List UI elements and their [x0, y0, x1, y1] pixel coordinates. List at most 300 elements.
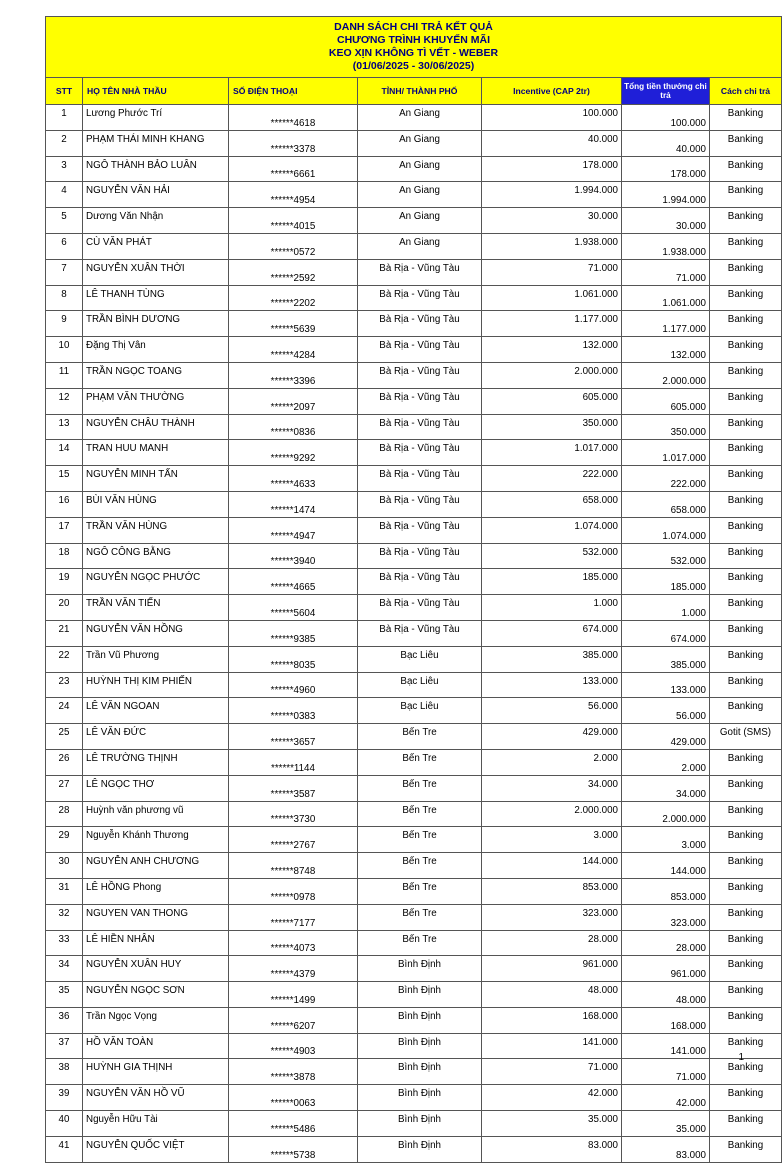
row-city: Bà Rịa - Vũng Tàu: [358, 595, 482, 621]
table-row: [46, 362, 782, 388]
table-row: [46, 311, 782, 337]
row-incentive: 28.000: [482, 930, 622, 956]
row-city: An Giang: [358, 130, 482, 156]
row-city: Bình Định: [358, 1111, 482, 1137]
row-incentive: 30.000: [482, 208, 622, 234]
row-name: Đặng Thị Vân: [83, 337, 229, 363]
row-name: Huỳnh văn phương vũ: [83, 801, 229, 827]
row-name: Lương Phước Trí: [83, 105, 229, 131]
row-incentive: 144.000: [482, 853, 622, 879]
row-total: 56.000: [622, 698, 710, 724]
row-total: 1.994.000: [622, 182, 710, 208]
row-city: Bà Rịa - Vũng Tàu: [358, 388, 482, 414]
row-phone: ******5738: [229, 1136, 358, 1162]
table-row: [46, 569, 782, 595]
row-stt: 16: [46, 491, 83, 517]
table-row: [46, 724, 782, 750]
row-stt: 37: [46, 1033, 83, 1059]
row-name: NGUYỄN CHÂU THÀNH: [83, 414, 229, 440]
row-method: Banking: [710, 595, 782, 621]
row-total: 1.000: [622, 595, 710, 621]
row-name: CÙ VĂN PHÁT: [83, 233, 229, 259]
row-phone: ******0836: [229, 414, 358, 440]
table-row: [46, 853, 782, 879]
row-method: Banking: [710, 982, 782, 1008]
payout-sheet: [45, 16, 772, 1163]
row-total: 71.000: [622, 1059, 710, 1085]
table-row: [46, 233, 782, 259]
row-phone: ******4960: [229, 672, 358, 698]
row-total: 144.000: [622, 853, 710, 879]
row-phone: ******4633: [229, 466, 358, 492]
row-name: NGÔ CÔNG BẰNG: [83, 543, 229, 569]
row-city: Bến Tre: [358, 930, 482, 956]
row-method: Banking: [710, 105, 782, 131]
row-name: NGUYEN VAN THONG: [83, 904, 229, 930]
row-incentive: 133.000: [482, 672, 622, 698]
row-total: 35.000: [622, 1111, 710, 1137]
row-name: LÊ HIỀN NHÂN: [83, 930, 229, 956]
row-total: 853.000: [622, 878, 710, 904]
row-total: 1.938.000: [622, 233, 710, 259]
row-incentive: 2.000.000: [482, 362, 622, 388]
row-incentive: 323.000: [482, 904, 622, 930]
row-phone: ******6207: [229, 1007, 358, 1033]
row-incentive: 1.000: [482, 595, 622, 621]
row-name: TRẦN VĂN TIẾN: [83, 595, 229, 621]
row-method: Banking: [710, 956, 782, 982]
table-row: [46, 620, 782, 646]
row-city: Bình Định: [358, 1136, 482, 1162]
row-city: Bến Tre: [358, 878, 482, 904]
table-row: [46, 543, 782, 569]
row-name: TRẦN NGỌC TOANG: [83, 362, 229, 388]
row-phone: ******4618: [229, 105, 358, 131]
row-incentive: 34.000: [482, 775, 622, 801]
row-total: 168.000: [622, 1007, 710, 1033]
row-incentive: 1.061.000: [482, 285, 622, 311]
row-name: LÊ VĂN NGOAN: [83, 698, 229, 724]
row-name: NGUYỄN VĂN HẢI: [83, 182, 229, 208]
row-stt: 19: [46, 569, 83, 595]
row-incentive: 605.000: [482, 388, 622, 414]
row-incentive: 100.000: [482, 105, 622, 131]
row-stt: 6: [46, 233, 83, 259]
row-city: An Giang: [358, 208, 482, 234]
row-city: Bà Rịa - Vũng Tàu: [358, 414, 482, 440]
row-stt: 10: [46, 337, 83, 363]
table-row: [46, 801, 782, 827]
row-total: 178.000: [622, 156, 710, 182]
row-phone: ******0572: [229, 233, 358, 259]
title-line-1: DANH SÁCH CHI TRẢ KẾT QUẢ: [334, 21, 493, 33]
row-incentive: 658.000: [482, 491, 622, 517]
table-row: [46, 775, 782, 801]
column-header-row: [46, 78, 782, 105]
row-method: Banking: [710, 208, 782, 234]
row-method: Gotit (SMS): [710, 724, 782, 750]
row-city: An Giang: [358, 182, 482, 208]
row-name: NGUYỄN XUÂN HUY: [83, 956, 229, 982]
row-stt: 25: [46, 724, 83, 750]
row-city: Bà Rịa - Vũng Tàu: [358, 491, 482, 517]
row-phone: ******4015: [229, 208, 358, 234]
header-incentive: Incentive (CAP 2tr): [482, 78, 622, 105]
row-name: NGUYỄN QUỐC VIỆT: [83, 1136, 229, 1162]
row-name: Trần Vũ Phương: [83, 646, 229, 672]
table-row: [46, 105, 782, 131]
row-total: 1.177.000: [622, 311, 710, 337]
table-row: [46, 517, 782, 543]
row-city: An Giang: [358, 156, 482, 182]
row-city: Bạc Liêu: [358, 646, 482, 672]
row-name: HUỲNH GIA THỊNH: [83, 1059, 229, 1085]
row-stt: 4: [46, 182, 83, 208]
row-name: NGUYỄN NGỌC SƠN: [83, 982, 229, 1008]
row-city: Bà Rịa - Vũng Tàu: [358, 311, 482, 337]
row-city: Bạc Liêu: [358, 698, 482, 724]
row-stt: 11: [46, 362, 83, 388]
row-city: Bến Tre: [358, 775, 482, 801]
row-method: Banking: [710, 904, 782, 930]
table-row: [46, 1033, 782, 1059]
row-city: Bến Tre: [358, 904, 482, 930]
row-name: NGUYỄN VĂN HỒ VŨ: [83, 1085, 229, 1111]
row-method: Banking: [710, 440, 782, 466]
row-method: Banking: [710, 1085, 782, 1111]
row-incentive: 1.938.000: [482, 233, 622, 259]
row-city: Bà Rịa - Vũng Tàu: [358, 440, 482, 466]
row-stt: 8: [46, 285, 83, 311]
row-method: Banking: [710, 182, 782, 208]
row-method: Banking: [710, 646, 782, 672]
row-phone: ******1474: [229, 491, 358, 517]
row-incentive: 178.000: [482, 156, 622, 182]
row-method: Banking: [710, 620, 782, 646]
row-method: Banking: [710, 827, 782, 853]
table-body: [46, 105, 782, 1163]
row-phone: ******4903: [229, 1033, 358, 1059]
row-name: LÊ TRƯỜNG THỊNH: [83, 749, 229, 775]
row-city: Bà Rịa - Vũng Tàu: [358, 362, 482, 388]
table-row: [46, 1059, 782, 1085]
row-stt: 32: [46, 904, 83, 930]
table-row: [46, 285, 782, 311]
document-title: [46, 17, 782, 78]
row-method: Banking: [710, 130, 782, 156]
row-method: Banking: [710, 878, 782, 904]
row-method: Banking: [710, 749, 782, 775]
title-line-4: (01/06/2025 - 30/06/2025): [352, 60, 475, 72]
row-phone: ******1144: [229, 749, 358, 775]
row-stt: 39: [46, 1085, 83, 1111]
row-total: 385.000: [622, 646, 710, 672]
row-name: HỒ VĂN TOÀN: [83, 1033, 229, 1059]
row-incentive: 1.074.000: [482, 517, 622, 543]
row-incentive: 185.000: [482, 569, 622, 595]
row-city: Bến Tre: [358, 827, 482, 853]
row-name: BÙI VĂN HÙNG: [83, 491, 229, 517]
table-row: [46, 672, 782, 698]
row-phone: ******8748: [229, 853, 358, 879]
row-phone: ******3396: [229, 362, 358, 388]
row-stt: 31: [46, 878, 83, 904]
row-stt: 24: [46, 698, 83, 724]
row-city: Bến Tre: [358, 724, 482, 750]
row-name: PHẠM VĂN THƯỜNG: [83, 388, 229, 414]
row-name: Trần Ngọc Vọng: [83, 1007, 229, 1033]
table-row: [46, 595, 782, 621]
table-row: [46, 208, 782, 234]
row-phone: ******3940: [229, 543, 358, 569]
row-total: 532.000: [622, 543, 710, 569]
row-incentive: 42.000: [482, 1085, 622, 1111]
row-total: 30.000: [622, 208, 710, 234]
row-name: Nguyễn Hữu Tài: [83, 1111, 229, 1137]
row-name: HUỲNH THỊ KIM PHIẾN: [83, 672, 229, 698]
row-city: Bình Định: [358, 982, 482, 1008]
row-name: LÊ NGỌC THƠ: [83, 775, 229, 801]
row-phone: ******9385: [229, 620, 358, 646]
row-city: Bà Rịa - Vũng Tàu: [358, 517, 482, 543]
row-total: 222.000: [622, 466, 710, 492]
row-phone: ******2202: [229, 285, 358, 311]
row-phone: ******4379: [229, 956, 358, 982]
row-stt: 18: [46, 543, 83, 569]
row-incentive: 961.000: [482, 956, 622, 982]
row-name: Dương Văn Nhận: [83, 208, 229, 234]
row-city: Bà Rịa - Vũng Tàu: [358, 285, 482, 311]
row-stt: 28: [46, 801, 83, 827]
row-total: 48.000: [622, 982, 710, 1008]
row-name: NGUYỄN NGỌC PHƯỚC: [83, 569, 229, 595]
row-incentive: 385.000: [482, 646, 622, 672]
payout-table: [45, 16, 782, 1163]
row-stt: 36: [46, 1007, 83, 1033]
row-stt: 21: [46, 620, 83, 646]
row-stt: 34: [46, 956, 83, 982]
table-row: [46, 259, 782, 285]
table-row: [46, 1085, 782, 1111]
row-method: Banking: [710, 388, 782, 414]
row-total: 658.000: [622, 491, 710, 517]
header-method: Cách chi trả: [710, 78, 782, 105]
row-stt: 40: [46, 1111, 83, 1137]
row-incentive: 40.000: [482, 130, 622, 156]
table-row: [46, 878, 782, 904]
row-name: TRẦN BÌNH DƯƠNG: [83, 311, 229, 337]
row-stt: 26: [46, 749, 83, 775]
row-stt: 5: [46, 208, 83, 234]
row-total: 1.061.000: [622, 285, 710, 311]
row-city: Bình Định: [358, 1059, 482, 1085]
row-method: Banking: [710, 337, 782, 363]
row-method: Banking: [710, 311, 782, 337]
row-stt: 14: [46, 440, 83, 466]
row-phone: ******4665: [229, 569, 358, 595]
row-city: Bình Định: [358, 1085, 482, 1111]
row-total: 2.000: [622, 749, 710, 775]
row-name: NGUYỄN ANH CHƯƠNG: [83, 853, 229, 879]
row-total: 2.000.000: [622, 362, 710, 388]
table-row: [46, 646, 782, 672]
row-stt: 3: [46, 156, 83, 182]
row-total: 28.000: [622, 930, 710, 956]
row-method: Banking: [710, 1007, 782, 1033]
row-city: Bà Rịa - Vũng Tàu: [358, 337, 482, 363]
table-row: [46, 491, 782, 517]
table-row: [46, 698, 782, 724]
header-phone: SỐ ĐIỆN THOẠI: [229, 78, 358, 105]
row-stt: 12: [46, 388, 83, 414]
row-incentive: 83.000: [482, 1136, 622, 1162]
row-stt: 17: [46, 517, 83, 543]
row-incentive: 48.000: [482, 982, 622, 1008]
row-total: 132.000: [622, 337, 710, 363]
table-row: [46, 337, 782, 363]
row-phone: ******4284: [229, 337, 358, 363]
table-row: [46, 414, 782, 440]
row-total: 1.017.000: [622, 440, 710, 466]
table-row: [46, 904, 782, 930]
row-total: 323.000: [622, 904, 710, 930]
row-total: 100.000: [622, 105, 710, 131]
row-city: An Giang: [358, 105, 482, 131]
table-row: [46, 182, 782, 208]
row-city: Bà Rịa - Vũng Tàu: [358, 466, 482, 492]
row-phone: ******4073: [229, 930, 358, 956]
row-city: Bà Rịa - Vũng Tàu: [358, 620, 482, 646]
row-total: 1.074.000: [622, 517, 710, 543]
row-phone: ******3657: [229, 724, 358, 750]
row-city: An Giang: [358, 233, 482, 259]
row-city: Bến Tre: [358, 749, 482, 775]
row-phone: ******5639: [229, 311, 358, 337]
row-incentive: 674.000: [482, 620, 622, 646]
row-method: Banking: [710, 853, 782, 879]
row-city: Bình Định: [358, 1033, 482, 1059]
row-method: Banking: [710, 1033, 782, 1059]
row-method: Banking: [710, 672, 782, 698]
row-incentive: 2.000.000: [482, 801, 622, 827]
header-city: TỈNH/ THÀNH PHỐ: [358, 78, 482, 105]
row-name: LÊ HỒNG Phong: [83, 878, 229, 904]
row-method: Banking: [710, 517, 782, 543]
row-city: Bình Định: [358, 1007, 482, 1033]
row-stt: 22: [46, 646, 83, 672]
header-stt: STT: [46, 78, 83, 105]
row-name: NGUYỄN VĂN HỒNG: [83, 620, 229, 646]
row-incentive: 141.000: [482, 1033, 622, 1059]
table-row: [46, 130, 782, 156]
row-city: Bà Rịa - Vũng Tàu: [358, 259, 482, 285]
row-phone: ******5604: [229, 595, 358, 621]
row-total: 961.000: [622, 956, 710, 982]
row-method: Banking: [710, 156, 782, 182]
row-method: Banking: [710, 362, 782, 388]
row-incentive: 429.000: [482, 724, 622, 750]
row-total: 34.000: [622, 775, 710, 801]
row-name: LÊ VĂN ĐỨC: [83, 724, 229, 750]
row-stt: 30: [46, 853, 83, 879]
row-city: Bà Rịa - Vũng Tàu: [358, 543, 482, 569]
row-phone: ******0978: [229, 878, 358, 904]
row-total: 42.000: [622, 1085, 710, 1111]
table-row: [46, 156, 782, 182]
row-name: NGUYỄN XUÂN THỜI: [83, 259, 229, 285]
row-name: LÊ THANH TÙNG: [83, 285, 229, 311]
row-incentive: 168.000: [482, 1007, 622, 1033]
row-total: 350.000: [622, 414, 710, 440]
row-phone: ******9292: [229, 440, 358, 466]
row-total: 429.000: [622, 724, 710, 750]
row-name: Nguyễn Khánh Thương: [83, 827, 229, 853]
row-stt: 9: [46, 311, 83, 337]
row-method: Banking: [710, 698, 782, 724]
row-phone: ******0063: [229, 1085, 358, 1111]
row-incentive: 853.000: [482, 878, 622, 904]
table-row: [46, 1007, 782, 1033]
row-phone: ******2767: [229, 827, 358, 853]
row-incentive: 350.000: [482, 414, 622, 440]
row-name: NGUYỄN MINH TẤN: [83, 466, 229, 492]
row-method: Banking: [710, 1136, 782, 1162]
table-row: [46, 1136, 782, 1162]
row-incentive: 56.000: [482, 698, 622, 724]
row-phone: ******8035: [229, 646, 358, 672]
row-method: Banking: [710, 1111, 782, 1137]
row-phone: ******3730: [229, 801, 358, 827]
row-phone: ******3378: [229, 130, 358, 156]
row-incentive: 1.994.000: [482, 182, 622, 208]
row-total: 2.000.000: [622, 801, 710, 827]
row-city: Bến Tre: [358, 801, 482, 827]
row-phone: ******2592: [229, 259, 358, 285]
row-total: 133.000: [622, 672, 710, 698]
row-incentive: 1.017.000: [482, 440, 622, 466]
row-incentive: 132.000: [482, 337, 622, 363]
table-row: [46, 956, 782, 982]
row-name: TRẦN VĂN HÙNG: [83, 517, 229, 543]
row-method: Banking: [710, 259, 782, 285]
row-name: NGÔ THÀNH BẢO LUÂN: [83, 156, 229, 182]
row-stt: 20: [46, 595, 83, 621]
row-total: 605.000: [622, 388, 710, 414]
row-phone: ******6661: [229, 156, 358, 182]
row-incentive: 532.000: [482, 543, 622, 569]
row-method: Banking: [710, 930, 782, 956]
row-method: Banking: [710, 569, 782, 595]
row-total: 40.000: [622, 130, 710, 156]
table-row: [46, 1111, 782, 1137]
row-method: Banking: [710, 775, 782, 801]
row-stt: 2: [46, 130, 83, 156]
header-name: HỌ TÊN NHÀ THẦU: [83, 78, 229, 105]
row-total: 3.000: [622, 827, 710, 853]
row-incentive: 222.000: [482, 466, 622, 492]
table-row: [46, 466, 782, 492]
row-phone: ******7177: [229, 904, 358, 930]
header-total: Tổng tiền thưởng chi trả: [622, 78, 710, 105]
row-name: PHẠM THÁI MINH KHANG: [83, 130, 229, 156]
row-method: Banking: [710, 414, 782, 440]
table-row: [46, 749, 782, 775]
row-stt: 38: [46, 1059, 83, 1085]
row-total: 71.000: [622, 259, 710, 285]
row-phone: ******4954: [229, 182, 358, 208]
row-stt: 33: [46, 930, 83, 956]
row-stt: 1: [46, 105, 83, 131]
